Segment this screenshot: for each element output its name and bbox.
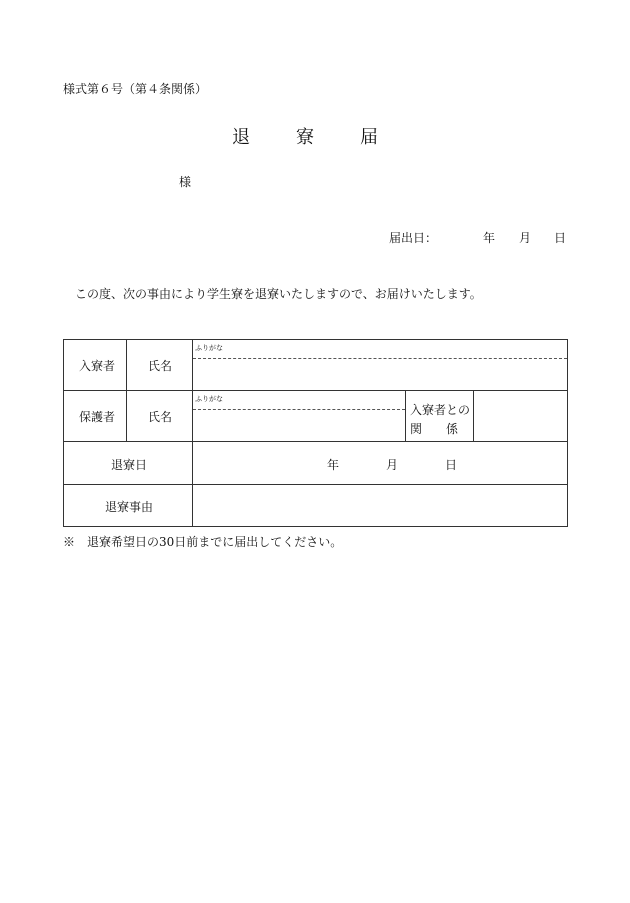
- resident-furigana-label: ふりがな: [195, 344, 223, 352]
- guardian-label: 保護者: [79, 410, 116, 424]
- relation-label-2: 関 係: [410, 422, 459, 436]
- column-divider: [405, 390, 406, 441]
- resident-label: 入寮者: [79, 359, 116, 373]
- guardian-furigana-label: ふりがな: [195, 395, 223, 403]
- withdrawal-form-table: [63, 339, 568, 527]
- leave-month-label: 月: [386, 458, 399, 472]
- submission-year-label: 年: [483, 231, 496, 245]
- document-title: 退寮届: [232, 127, 424, 148]
- column-divider: [126, 340, 127, 441]
- resident-name-label: 氏名: [148, 359, 173, 373]
- intro-text: この度、次の事由により学生寮を退寮いたしますので、お届けいたします。: [75, 287, 482, 301]
- reason-label: 退寮事由: [105, 500, 154, 514]
- relation-field[interactable]: [474, 391, 567, 441]
- resident-name-field[interactable]: [193, 359, 567, 390]
- addressee-suffix: 様: [179, 175, 192, 189]
- guardian-name-field[interactable]: [193, 410, 405, 441]
- submission-month-label: 月: [519, 231, 532, 245]
- submission-day-label: 日: [554, 231, 567, 245]
- reason-field[interactable]: [193, 485, 567, 526]
- leave-day-label: 日: [445, 458, 458, 472]
- guardian-name-label: 氏名: [148, 410, 173, 424]
- leave-year-label: 年: [327, 458, 340, 472]
- form-number: 様式第６号（第４条関係）: [63, 82, 208, 96]
- footnote: ※ 退寮希望日の30日前までに届出してください。: [63, 535, 343, 549]
- leave-date-field[interactable]: [193, 442, 567, 484]
- guardian-furigana-field[interactable]: [193, 391, 405, 409]
- relation-label: 入寮者との: [410, 403, 471, 417]
- resident-furigana-field[interactable]: [193, 340, 567, 358]
- submission-date-label: 届出日：: [389, 231, 438, 245]
- leave-date-label: 退寮日: [111, 458, 148, 472]
